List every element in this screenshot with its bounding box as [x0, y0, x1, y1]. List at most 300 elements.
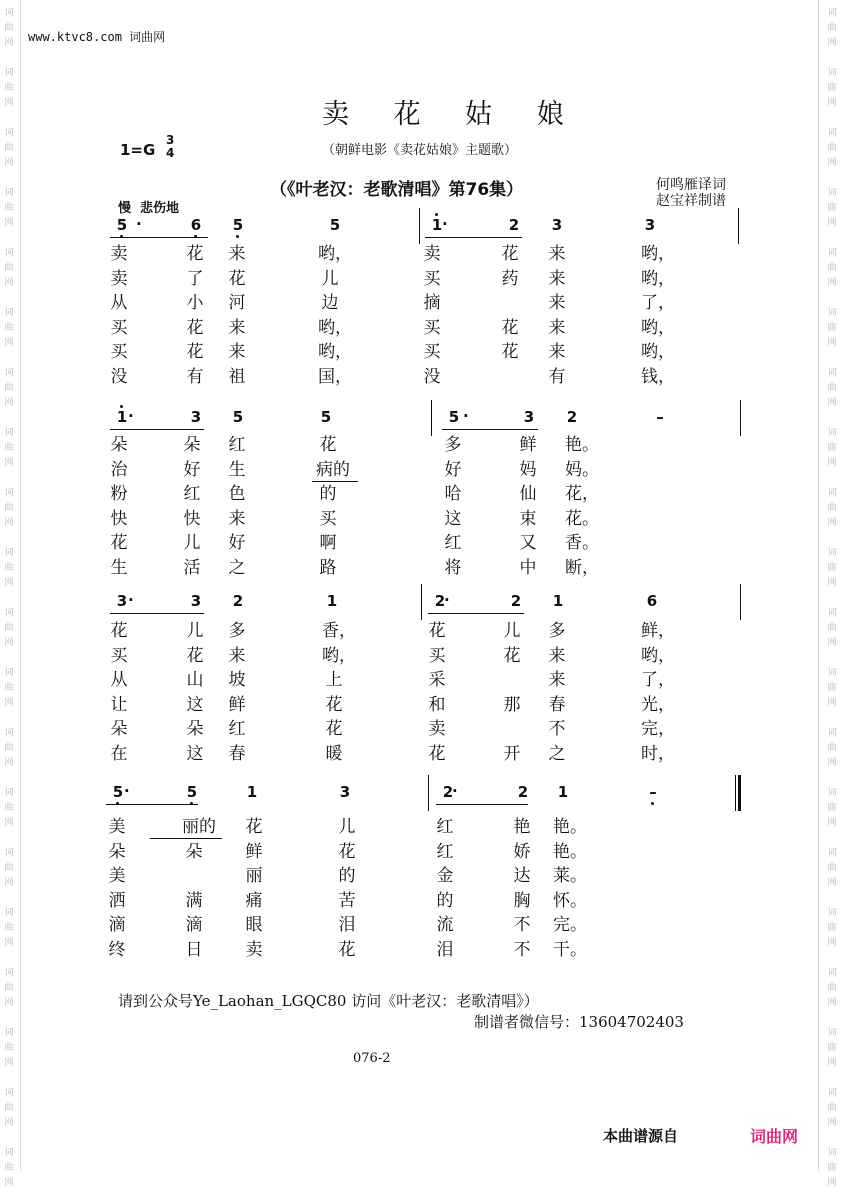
lyric-syllable: 朵: [110, 435, 128, 455]
lyric-syllable: 香。: [565, 533, 599, 553]
lyric-syllable: 滴: [185, 915, 203, 935]
watermark-char: 网: [827, 158, 837, 168]
note-value: 2: [232, 592, 244, 610]
lyric-syllable: 丽的: [182, 817, 216, 837]
watermark-char: 词: [827, 488, 837, 498]
watermark-char: 曲: [827, 83, 837, 93]
note: [228, 592, 248, 610]
lyric-syllable: 哟，: [641, 268, 675, 289]
watermark-char: 网: [827, 818, 837, 828]
watermark-char: 曲: [827, 863, 837, 873]
lyric-syllable: 花: [228, 268, 246, 289]
note-value: 1: [116, 408, 128, 426]
note-value: 1: [431, 216, 443, 234]
watermark-char: 网: [827, 878, 837, 888]
watermark-char: 曲: [4, 443, 14, 453]
watermark-char: 网: [827, 998, 837, 1008]
lyric-syllable: 坡: [228, 670, 246, 690]
lyric-syllable: 边: [321, 293, 339, 313]
watermark-char: 词: [4, 608, 14, 618]
lyric-syllable: 之: [548, 743, 566, 764]
series-title: （《叶老汉：老歌清唱》第76集）: [270, 180, 524, 200]
upper-octave-dot: [120, 405, 123, 408]
lyric-syllable: 光，: [641, 694, 675, 715]
watermark-char: 曲: [827, 623, 837, 633]
watermark-char: 网: [4, 338, 14, 348]
lyric-syllable: 生: [228, 459, 246, 480]
lyric-syllable: 哟，: [322, 645, 356, 666]
watermark-char: 网: [827, 278, 837, 288]
lyric-syllable: 买: [319, 508, 337, 529]
watermark-char: 曲: [4, 863, 14, 873]
note-value: 2: [508, 216, 520, 234]
watermark-char: 曲: [4, 563, 14, 573]
watermark-char: 词: [4, 848, 14, 858]
lyric-syllable: 采: [428, 670, 446, 690]
lyric-syllable: 买: [110, 342, 128, 362]
arranger-credit: 赵宝祥制谱: [656, 193, 726, 209]
note-value: 2: [434, 592, 446, 610]
watermark-char: 词: [827, 188, 837, 198]
lyric-syllable: 花: [186, 244, 204, 264]
watermark-char: 词: [4, 488, 14, 498]
watermark-char: 词: [4, 68, 14, 78]
lyric-syllable: 花: [501, 244, 519, 264]
watermark-char: 曲: [4, 23, 14, 33]
watermark-char: 词: [827, 848, 837, 858]
lyric-syllable: 上: [325, 670, 343, 690]
watermark-char: 词: [827, 548, 837, 558]
note: [650, 408, 670, 426]
watermark-char: 曲: [4, 1163, 14, 1173]
watermark-char: 网: [4, 1058, 14, 1068]
lyric-syllable: 哟，: [641, 317, 675, 338]
lyric-syllable: 花: [428, 743, 446, 764]
watermark-char: 网: [827, 338, 837, 348]
barline: [431, 400, 432, 436]
lyric-syllable: 哈: [444, 484, 462, 504]
watermark-char: 网: [827, 638, 837, 648]
key-signature: 1=G: [120, 141, 156, 159]
note: [335, 783, 355, 801]
lyric-syllable: 哟，: [318, 244, 352, 264]
watermark-char: 词: [827, 668, 837, 678]
lyric-syllable: 春: [228, 743, 246, 764]
watermark-char: 词: [827, 1088, 837, 1098]
watermark-char: 曲: [4, 743, 14, 753]
watermark-char: 曲: [4, 143, 14, 153]
subtitle: （朝鲜电影《卖花姑娘》主题歌）: [322, 143, 518, 158]
note-value: 3: [190, 592, 202, 610]
watermark-char: 曲: [4, 263, 14, 273]
watermark-char: 网: [827, 698, 837, 708]
note-value: 1: [557, 783, 569, 801]
watermark-char: 网: [4, 278, 14, 288]
lyric-syllable: 不: [513, 915, 531, 935]
lyric-syllable: 花。: [565, 508, 599, 529]
lyric-syllable: 鲜: [228, 694, 246, 715]
lyric-syllable: 哟，: [641, 342, 675, 362]
lyric-syllable: 和: [428, 694, 446, 715]
beam-underline: [106, 804, 198, 805]
watermark-char: 网: [827, 1178, 837, 1188]
watermark-char: 词: [827, 8, 837, 18]
lyric-syllable: 花: [319, 435, 337, 455]
note: [186, 592, 206, 610]
watermark-char: 词: [4, 428, 14, 438]
lyric-syllable: 的: [436, 890, 454, 911]
note-value: 3: [116, 592, 128, 610]
lyric-syllable: 滴: [108, 915, 126, 935]
lyric-syllable: 完，: [641, 719, 675, 739]
note: [562, 408, 582, 426]
lyric-syllable: 这: [186, 743, 204, 764]
note-value: 2: [517, 783, 529, 801]
site-url: www.ktvc8.com 词曲网: [28, 30, 166, 44]
watermark-char: 曲: [827, 203, 837, 213]
watermark-char: 词: [4, 188, 14, 198]
watermark-char: 网: [4, 1178, 14, 1188]
note-value: 3: [551, 216, 563, 234]
note: [513, 783, 533, 801]
note: [242, 783, 262, 801]
watermark-char: 网: [827, 578, 837, 588]
lyric-syllable: 花: [325, 719, 343, 739]
watermark-char: 词: [4, 548, 14, 558]
note: [325, 216, 345, 234]
watermark-char: 网: [4, 698, 14, 708]
lyric-syllable: 花: [503, 645, 521, 666]
lyric-syllable: 好: [228, 533, 246, 553]
lyric-syllable: 小: [186, 293, 204, 313]
lyric-syllable: 艳。: [553, 841, 587, 862]
beam-underline: [425, 237, 522, 238]
lyric-syllable: 花: [338, 939, 356, 960]
note-value: 6: [646, 592, 658, 610]
lyric-syllable: 洒: [108, 890, 126, 911]
watermark-char: 网: [827, 938, 837, 948]
lyric-syllable: 达: [513, 866, 531, 886]
lyric-syllable: 花: [501, 317, 519, 338]
watermark-char: 曲: [4, 83, 14, 93]
lyric-syllable: 快: [183, 508, 201, 529]
watermark-char: 曲: [827, 503, 837, 513]
lyric-syllable: 来: [228, 342, 246, 362]
watermark-char: 网: [4, 998, 14, 1008]
lyric-syllable: 这: [186, 694, 204, 715]
augmentation-dot: ·: [463, 407, 469, 425]
lyric-syllable: 没: [110, 366, 128, 387]
lyric-syllable: 美: [108, 866, 126, 886]
lyric-syllable: 从: [110, 670, 128, 690]
watermark-char: 词: [827, 728, 837, 738]
lyric-syllable: 来: [548, 670, 566, 690]
note: [322, 592, 342, 610]
lyric-syllable: 妈: [519, 459, 537, 480]
watermark-char: 曲: [4, 383, 14, 393]
barline: [738, 208, 739, 244]
lyric-syllable: 泪: [338, 915, 356, 935]
note: [228, 408, 248, 426]
watermark-char: 曲: [827, 983, 837, 993]
watermark-char: 曲: [4, 1103, 14, 1113]
lyric-syllable: 好: [183, 459, 201, 480]
watermark-char: 词: [4, 308, 14, 318]
translator-credit: 何鸣雁译词: [656, 177, 726, 193]
note-value: 1: [246, 783, 258, 801]
lyric-syllable: 春: [548, 694, 566, 715]
watermark-char: 曲: [827, 143, 837, 153]
lyric-syllable: 不: [548, 719, 566, 739]
lyric-syllable: 朵: [108, 841, 126, 862]
lyric-syllable: 卖: [110, 244, 128, 264]
watermark-char: 曲: [4, 923, 14, 933]
watermark-char: 曲: [4, 683, 14, 693]
watermark-char: 网: [827, 398, 837, 408]
lyric-syllable: 来: [228, 244, 246, 264]
lyric-syllable: 来: [548, 645, 566, 666]
lyric-syllable: 哟，: [641, 645, 675, 666]
watermark-char: 曲: [4, 323, 14, 333]
lyric-syllable: 河: [228, 293, 246, 313]
lyric-syllable: 怀。: [553, 890, 587, 911]
watermark-char: 网: [4, 938, 14, 948]
lyric-syllable: 终: [108, 939, 126, 960]
note: [642, 592, 662, 610]
note-value: 2: [566, 408, 578, 426]
watermark-char: 词: [827, 1028, 837, 1038]
lyric-syllable: 花: [186, 342, 204, 362]
watermark-char: 曲: [827, 923, 837, 933]
beam-underline: [110, 237, 208, 238]
note-value: 2: [442, 783, 454, 801]
lyric-syllable: 来: [228, 317, 246, 338]
watermark-char: 词: [4, 128, 14, 138]
lyric-syllable: 美: [108, 817, 126, 837]
lyric-syllable: 艳。: [565, 435, 599, 455]
lyric-syllable: 哟，: [641, 244, 675, 264]
lyric-syllable: 儿: [321, 268, 339, 289]
watermark-char: 词: [827, 308, 837, 318]
watermark-char: 网: [827, 1118, 837, 1128]
augmentation-dot: ·: [444, 591, 450, 609]
note-value: 3: [339, 783, 351, 801]
lyric-syllable: 鲜: [519, 435, 537, 455]
lyric-syllable: 了: [186, 268, 204, 289]
author-contact: 制谱者微信号：13604702403: [474, 1013, 684, 1031]
lyric-syllable: 让: [110, 694, 128, 715]
lyric-syllable: 鲜，: [641, 621, 675, 641]
augmentation-dot: ·: [452, 782, 458, 800]
lyric-syllable: 钱，: [641, 366, 675, 387]
note-value: –: [656, 408, 664, 426]
lyric-syllable: 来: [548, 317, 566, 338]
lyric-syllable: 儿: [183, 533, 201, 553]
final-barline: [738, 775, 741, 811]
watermark-char: 曲: [827, 443, 837, 453]
lyric-syllable: 祖: [228, 366, 246, 387]
time-signature-bottom: 4: [166, 146, 175, 160]
lyric-syllable: 红: [436, 817, 454, 837]
beam-underline: [436, 804, 528, 805]
lyric-syllable: 日: [185, 939, 203, 960]
watermark-char: 网: [4, 638, 14, 648]
lyric-syllable: 花: [245, 817, 263, 837]
note-value: 5: [232, 216, 244, 234]
lower-octave-dot: [236, 235, 239, 238]
lyric-syllable: 买: [423, 317, 441, 338]
lyric-syllable: 来: [548, 268, 566, 289]
watermark-char: 曲: [4, 803, 14, 813]
watermark-char: 词: [4, 1088, 14, 1098]
lyric-syllable: 红: [228, 435, 246, 455]
lyric-syllable: 红: [228, 719, 246, 739]
note-value: 5: [320, 408, 332, 426]
watermark-char: 曲: [827, 1103, 837, 1113]
watermark-char: 词: [4, 8, 14, 18]
watermark-char: 网: [827, 98, 837, 108]
watermark-char: 词: [4, 368, 14, 378]
watermark-char: 网: [4, 578, 14, 588]
lyric-syllable: 花: [186, 317, 204, 338]
watermark-char: 网: [827, 218, 837, 228]
lyric-syllable: 哟，: [318, 317, 352, 338]
lyric-syllable: 买: [423, 342, 441, 362]
note-value: 3: [190, 408, 202, 426]
lyric-syllable: 花，: [565, 484, 599, 504]
watermark-char: 曲: [827, 803, 837, 813]
lyric-syllable: 摘: [423, 293, 441, 313]
lyric-syllable: 暖: [325, 743, 343, 764]
song-title: 卖 花 姑 娘: [322, 99, 582, 130]
lyric-syllable: 完。: [553, 915, 587, 935]
watermark-char: 词: [4, 668, 14, 678]
watermark-char: 网: [4, 158, 14, 168]
beam-underline: [428, 613, 524, 614]
lyric-syllable: 多: [548, 621, 566, 641]
watermark-char: 词: [4, 728, 14, 738]
lyric-syllable: 卖: [110, 268, 128, 289]
watermark-char: 曲: [4, 1043, 14, 1053]
watermark-char: 曲: [827, 563, 837, 573]
lyric-syllable: 来: [548, 342, 566, 362]
lyric-syllable: 买: [428, 645, 446, 666]
lyric-syllable: 莱。: [553, 866, 587, 886]
watermark-char: 网: [827, 1058, 837, 1068]
time-signature: [166, 134, 174, 160]
note-value: 5: [112, 783, 124, 801]
note: [504, 216, 524, 234]
note: [640, 216, 660, 234]
note-value: –: [649, 783, 657, 801]
lyric-syllable: 买: [423, 268, 441, 289]
lyric-syllable: 治: [110, 459, 128, 480]
lyric-slur-underline: [312, 481, 358, 482]
lyric-syllable: 又: [519, 533, 537, 553]
lyric-syllable: 断，: [565, 557, 599, 578]
lyric-syllable: 花: [501, 342, 519, 362]
watermark-char: 词: [4, 1148, 14, 1158]
lyric-syllable: 朵: [185, 841, 203, 862]
watermark-char: 词: [827, 428, 837, 438]
lyric-syllable: 生: [110, 557, 128, 578]
watermark-char: 曲: [4, 623, 14, 633]
barline: [740, 400, 741, 436]
augmentation-dot: ·: [128, 591, 134, 609]
note-value: 5: [232, 408, 244, 426]
watermark-char: 词: [827, 968, 837, 978]
note: [228, 216, 248, 234]
lyric-syllable: 花: [428, 621, 446, 641]
lyric-syllable: 山: [186, 670, 204, 690]
lyric-syllable: 药: [501, 268, 519, 289]
barline: [740, 584, 741, 620]
augmentation-dot: ·: [128, 407, 134, 425]
lyric-syllable: 眼: [245, 915, 263, 935]
lyric-syllable: 艳: [513, 817, 531, 837]
lyric-syllable: 朵: [186, 719, 204, 739]
note: [186, 408, 206, 426]
lyric-syllable: 了，: [641, 670, 675, 690]
watermark-char: 曲: [827, 1163, 837, 1173]
beam-underline: [110, 613, 204, 614]
watermark-char: 网: [4, 398, 14, 408]
watermark-char: 曲: [827, 743, 837, 753]
barline: [735, 775, 736, 811]
lyric-syllable: 买: [110, 645, 128, 666]
lyric-syllable: 卖: [245, 939, 263, 960]
lyric-syllable: 妈。: [565, 459, 599, 480]
lyric-syllable: 儿: [503, 621, 521, 641]
right-margin-line: [818, 0, 819, 1171]
lyric-syllable: 之: [228, 557, 246, 578]
lyric-syllable: 的: [319, 484, 337, 504]
lyric-syllable: 粉: [110, 484, 128, 504]
watermark-char: 曲: [827, 683, 837, 693]
note: [506, 592, 526, 610]
lyric-syllable: 干。: [553, 939, 587, 960]
lyric-syllable: 艳。: [553, 817, 587, 837]
note-value: 1: [326, 592, 338, 610]
lyric-syllable: 儿: [338, 817, 356, 837]
lyric-syllable: 朵: [183, 435, 201, 455]
note: [548, 592, 568, 610]
lyric-syllable: 将: [444, 557, 462, 578]
source-brand-logo[interactable]: 词曲网: [750, 1127, 799, 1146]
watermark-char: 词: [827, 1148, 837, 1158]
watermark-char: 词: [4, 788, 14, 798]
tempo-marking: 慢 悲伤地: [118, 201, 180, 216]
watermark-char: 网: [4, 518, 14, 528]
lyric-syllable: 来: [548, 244, 566, 264]
lyric-syllable: 花: [325, 694, 343, 715]
watermark-char: 词: [4, 1028, 14, 1038]
lyric-syllable: 泪: [436, 939, 454, 960]
lyric-syllable: 这: [444, 508, 462, 529]
watermark-char: 曲: [827, 323, 837, 333]
watermark-char: 曲: [827, 1043, 837, 1053]
lyric-syllable: 哟，: [318, 342, 352, 362]
lyric-syllable: 国，: [318, 366, 352, 387]
lyric-syllable: 仙: [519, 484, 537, 504]
watermark-char: 词: [827, 608, 837, 618]
note: [547, 216, 567, 234]
note-value: 5: [186, 783, 198, 801]
watermark-char: 网: [827, 758, 837, 768]
lyric-syllable: 中: [519, 557, 537, 578]
lyric-syllable: 活: [183, 557, 201, 578]
beam-underline: [110, 429, 204, 430]
